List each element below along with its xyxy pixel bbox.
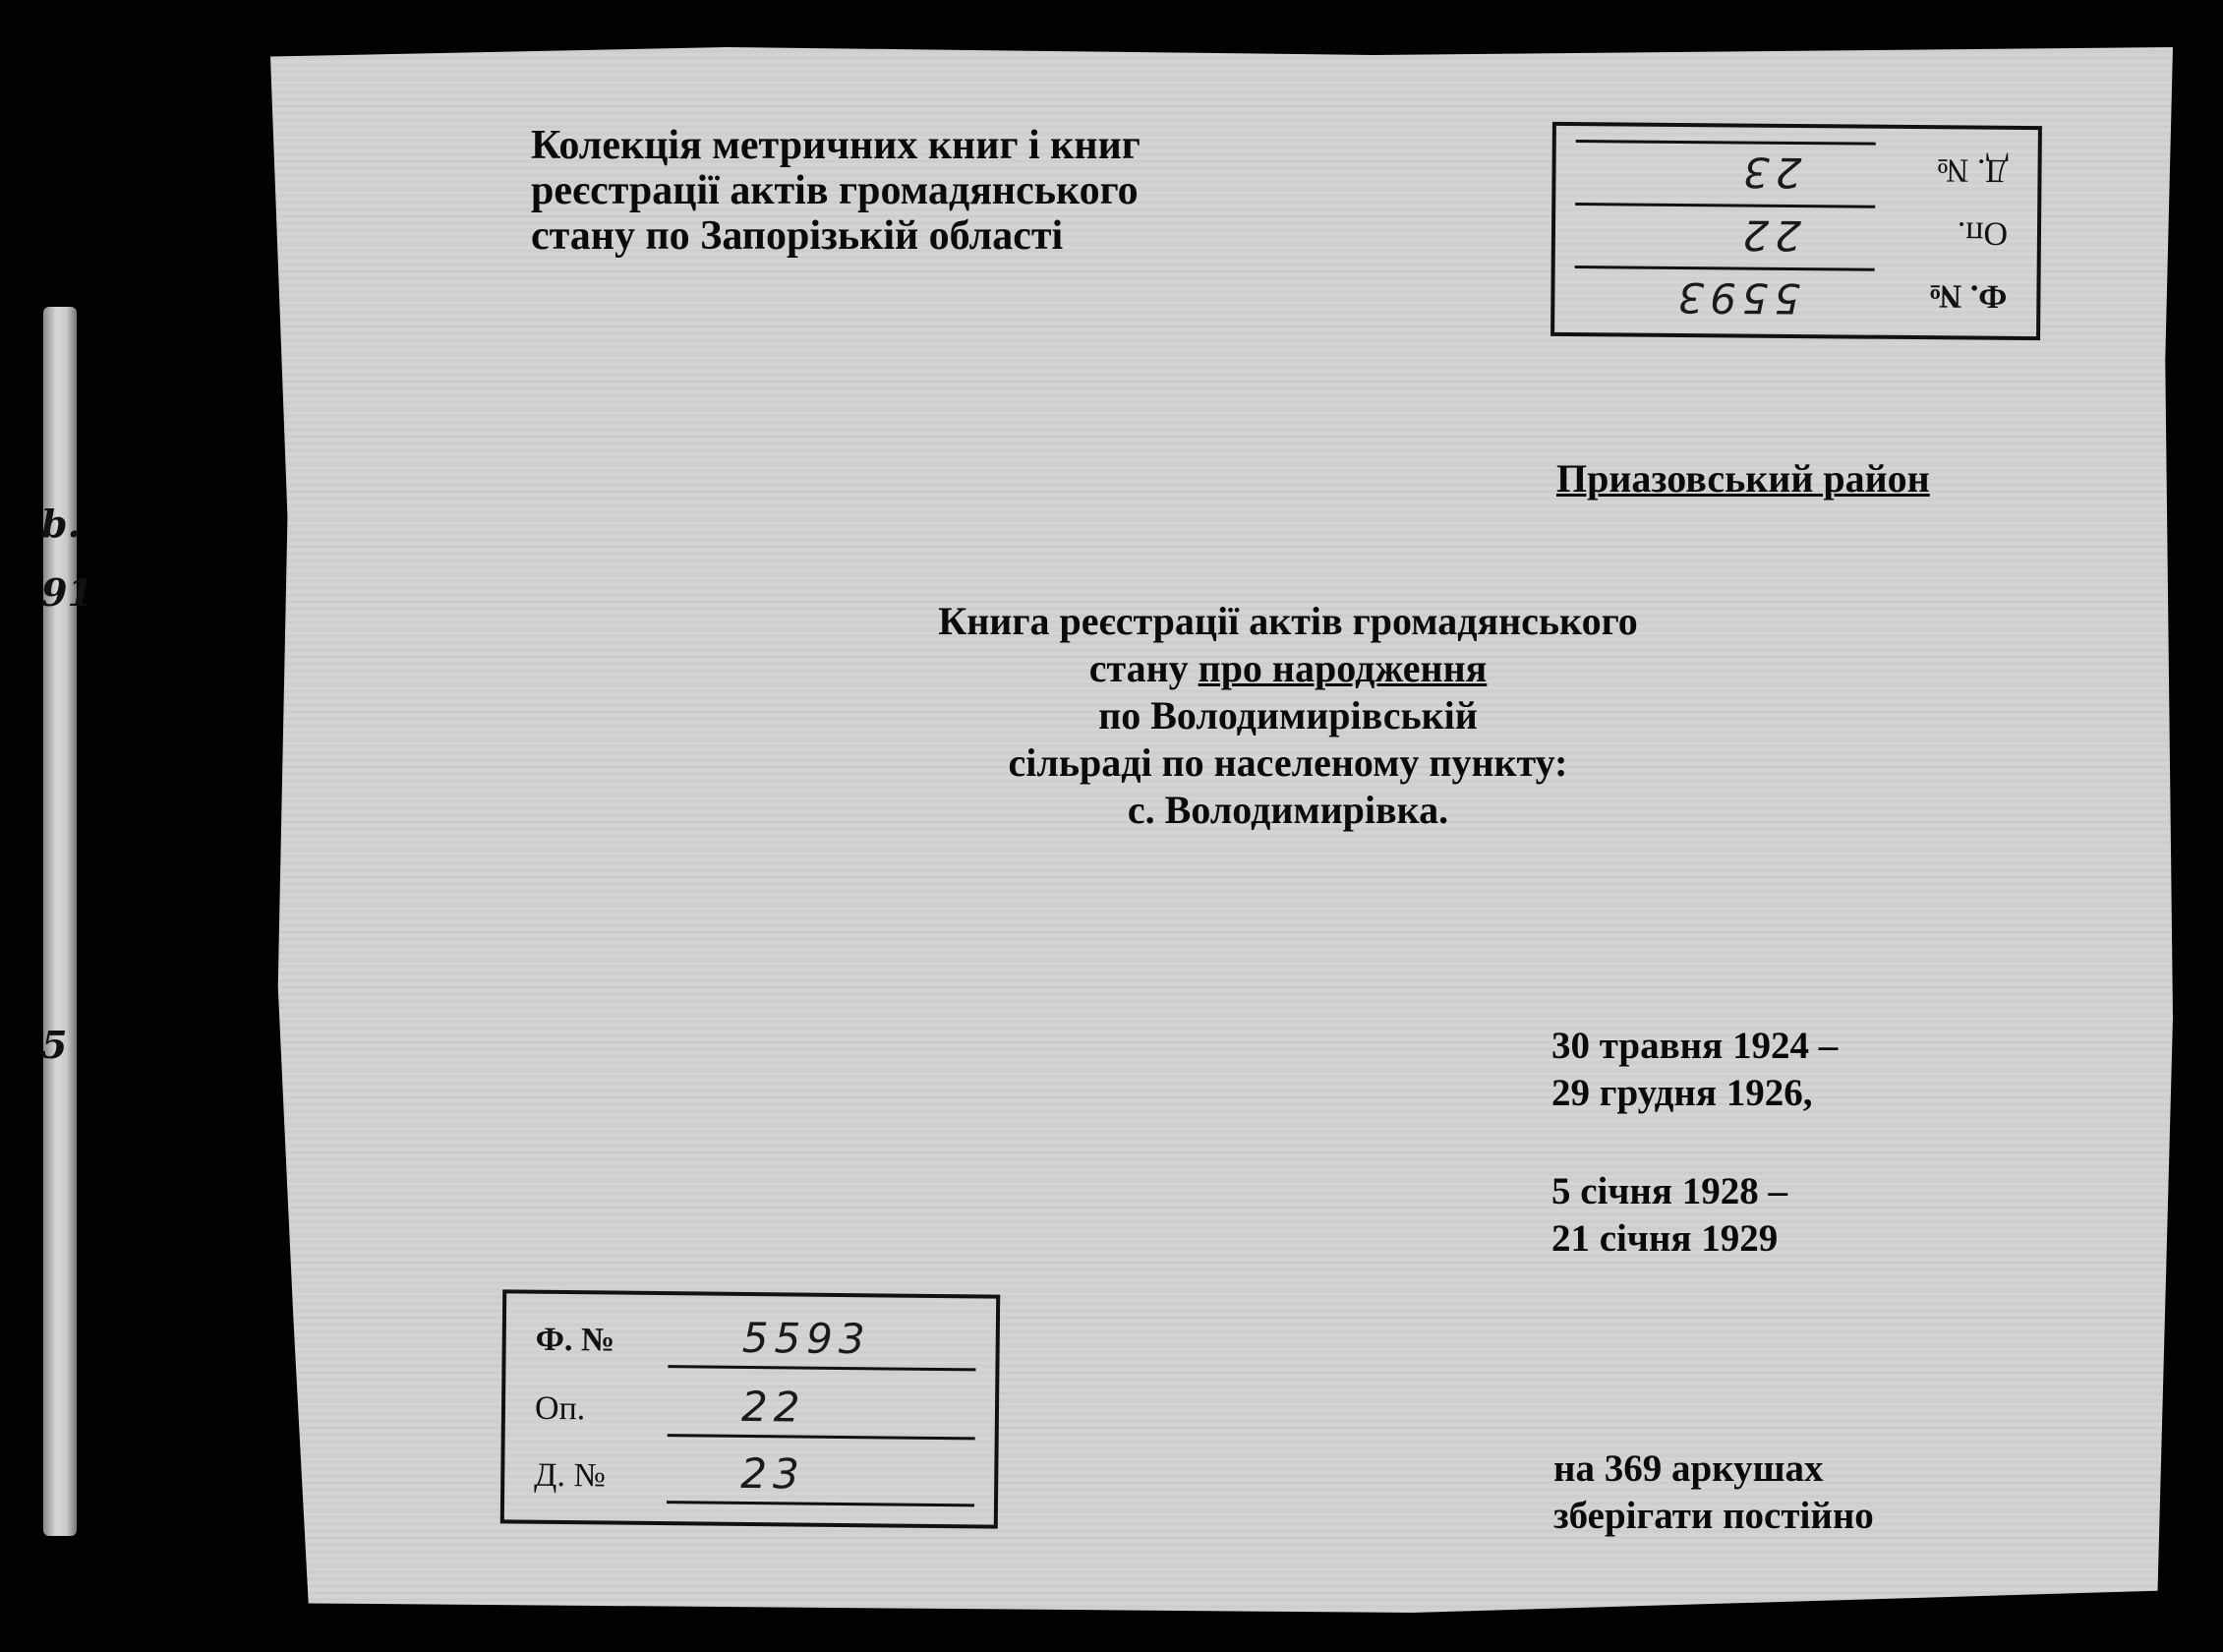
book-title-line: Книга реєстрації актів громадянського: [938, 599, 1638, 643]
sprava-line: [1576, 140, 1876, 146]
book-title-underlined: про народження: [1198, 646, 1488, 690]
sheet-count: на 369 аркушах: [1553, 1447, 1824, 1490]
collection-line: Колекція метричних книг і книг: [531, 123, 1141, 168]
opys-value: 22: [740, 1382, 806, 1432]
archive-stamp-top: [1550, 122, 2042, 340]
book-title-line: сільраді по населеному пункту:: [1008, 740, 1568, 785]
book-title: [865, 598, 1711, 834]
fond-label: Ф. №: [1927, 277, 2008, 315]
storage-note: зберігати постійно: [1553, 1495, 1874, 1537]
opys-label: Оп.: [534, 1389, 586, 1428]
sprava-value: 23: [1736, 148, 1802, 198]
archive-stamp-bottom: [500, 1289, 1000, 1528]
binding-strip: [43, 307, 77, 1536]
sprava-label: Д. №: [534, 1456, 607, 1495]
book-title-line: с. Володимирівка.: [1127, 788, 1449, 832]
date-line: 21 січня 1929: [1551, 1217, 1779, 1260]
opys-line: [1575, 203, 1875, 208]
date-line: 30 травня 1924 –: [1551, 1025, 1839, 1067]
strip-mark-1: b.: [41, 502, 81, 546]
strip-mark-3: 5: [41, 1023, 68, 1067]
opys-line: [668, 1434, 975, 1440]
stamp-row-sprava: [1555, 130, 2038, 203]
date-gap: [1551, 1117, 1838, 1168]
date-ranges: [1551, 1023, 1838, 1263]
strip-mark-2: 91: [41, 570, 93, 615]
fond-value: 5593: [1671, 272, 1801, 324]
sheets-note: [1553, 1446, 1874, 1540]
stamp-row-opys: [1555, 193, 2038, 266]
district-title: Приазовський район: [1556, 456, 1930, 501]
opys-label: Оп.: [1957, 214, 2009, 252]
stamp-row-fond: [1554, 256, 2037, 328]
fond-label: Ф. №: [535, 1321, 615, 1359]
book-title-line: [865, 645, 1711, 692]
sprava-value: 23: [740, 1448, 806, 1499]
date-line: 5 січня 1928 –: [1551, 1170, 1787, 1212]
opys-value: 22: [1736, 210, 1802, 261]
collection-line: реєстрації актів громадянського: [531, 168, 1139, 213]
sprava-label: Д. №: [1936, 151, 2009, 189]
collection-line: стану по Запорізькій області: [531, 213, 1064, 259]
book-title-prefix: стану: [1088, 646, 1199, 690]
fond-value: 5593: [741, 1313, 871, 1364]
stamp-row-fond: [505, 1307, 996, 1381]
stamp-row-sprava: [504, 1443, 995, 1516]
book-title-line: по Володимирівській: [1098, 693, 1478, 738]
sprava-line: [667, 1501, 974, 1506]
stamp-row-opys: [505, 1376, 996, 1449]
fond-line: [1575, 266, 1875, 271]
collection-header: [531, 123, 1141, 259]
date-line: 29 грудня 1926,: [1551, 1072, 1813, 1114]
fond-line: [668, 1365, 975, 1371]
